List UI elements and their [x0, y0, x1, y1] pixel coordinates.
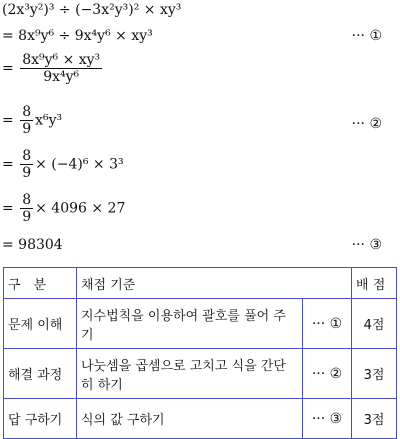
fraction-numerator: 8: [22, 192, 32, 208]
header-points: 배 점: [352, 268, 397, 299]
row-criteria: 식의 값 구하기: [77, 399, 303, 439]
table-row: [4, 349, 397, 399]
step-line-5: = $\frac{8}{9}$ × 4096 × 27: [2, 192, 126, 225]
fraction: [20, 52, 102, 85]
fraction-denominator: 9: [22, 165, 32, 181]
row-criteria: 지수법칙을 이용하여 괄호를 풀어 주기: [77, 299, 303, 349]
table-row: [4, 399, 397, 439]
row-category: 문제 이해: [4, 299, 77, 349]
rubric-header-row: [4, 268, 397, 299]
row-category: 답 구하기: [4, 399, 77, 439]
step-marker-1: ··· ①: [351, 28, 382, 44]
row-points: 4점: [352, 299, 397, 349]
step-line-2: = $\frac{\text{8x⁹y⁶ × xy³}}{\text{9x⁴y⁶}}$: [2, 52, 101, 85]
step-text: = 98304: [2, 237, 63, 253]
step-rest: × 4096 × 27: [35, 200, 126, 217]
step-line-4: = $\frac{8}{9}$ × (−4)⁶ × 3³: [2, 148, 124, 181]
step-rest: x⁶y³: [35, 112, 63, 129]
step-rest: × (−4)⁶ × 3³: [35, 156, 124, 173]
fraction: [20, 104, 33, 137]
step-line-3: = $\frac{8}{9}$ x⁶y³: [2, 104, 63, 137]
fraction-denominator: 9: [22, 121, 32, 137]
header-category: 구 분: [4, 268, 77, 299]
fraction-numerator: 8: [22, 104, 32, 120]
fraction-denominator: 9x⁴y⁶: [43, 69, 80, 85]
row-marker: ··· ③: [303, 399, 352, 439]
step-line-1: [2, 28, 153, 44]
row-marker: ··· ②: [303, 349, 352, 399]
row-marker: ··· ①: [303, 299, 352, 349]
expression-line: [2, 2, 181, 18]
step-line-6: [2, 237, 63, 253]
row-criteria: 나눗셈을 곱셈으로 고치고 식을 간단히 하기: [77, 349, 303, 399]
scoring-rubric-table: [3, 267, 397, 439]
step-marker-6: ··· ③: [351, 237, 382, 253]
expression-text: (2x³y²)³ ÷ (−3x²y³)² × xy³: [2, 2, 182, 18]
fraction: [20, 148, 33, 181]
fraction: [20, 192, 33, 225]
row-points: 3점: [352, 349, 397, 399]
header-criteria: 채점 기준: [77, 268, 352, 299]
fraction-numerator: 8x⁹y⁶ × xy³: [22, 52, 101, 68]
row-points: 3점: [352, 399, 397, 439]
step-marker-3: ··· ②: [351, 116, 382, 132]
row-category: 해결 과정: [4, 349, 77, 399]
fraction-numerator: 8: [22, 148, 32, 164]
step-text: = 8x⁹y⁶ ÷ 9x⁴y⁶ × xy³: [2, 28, 153, 44]
fraction-denominator: 9: [22, 209, 32, 225]
table-row: [4, 299, 397, 349]
